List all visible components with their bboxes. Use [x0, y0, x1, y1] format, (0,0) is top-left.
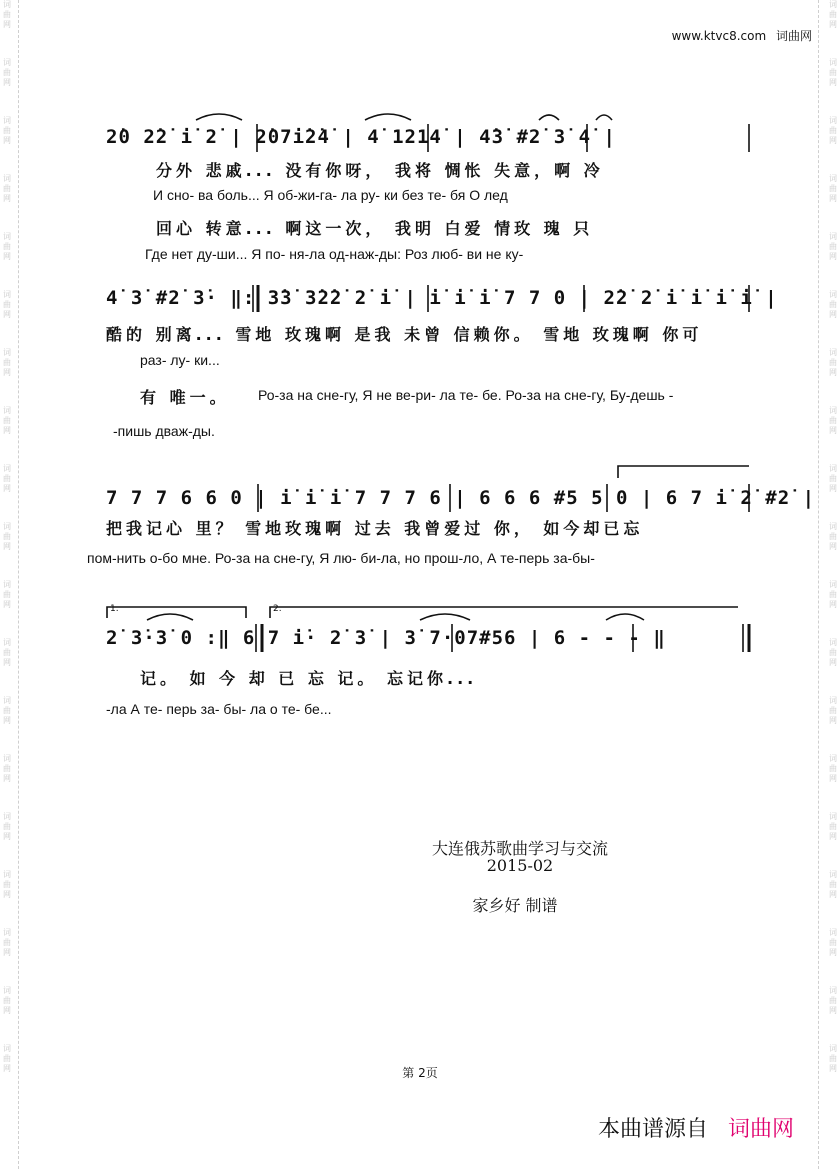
watermark-text: 词曲网 — [3, 1044, 11, 1073]
lyric-ru-3-system-2: -пишь дваж-ды. — [113, 423, 215, 439]
lyric-cn-2-system-2: 有 唯一。 — [140, 388, 230, 407]
source-label: 本曲谱源自 — [597, 1117, 708, 1142]
watermark-text: 词曲网 — [829, 580, 837, 609]
watermark-text: 词曲网 — [829, 928, 837, 957]
watermark-text: 词曲网 — [3, 58, 11, 87]
watermark-text: 词曲网 — [3, 638, 11, 667]
page-number: 第 2页 — [402, 1066, 438, 1080]
watermark-text: 词曲网 — [829, 522, 837, 551]
credit-arranger: 家乡好 制谱 — [472, 896, 558, 915]
watermark-text: 词曲网 — [829, 638, 837, 667]
watermark-text: 词曲网 — [829, 406, 837, 435]
watermark-text: 词曲网 — [829, 348, 837, 377]
watermark-text: 词曲网 — [3, 522, 11, 551]
lyric-cn-1-system-1: 分外 悲戚... 没有你呀， 我将 惆怅 失意，啊 冷 — [156, 161, 604, 180]
watermark-text: 词曲网 — [829, 464, 837, 493]
watermark-text: 词曲网 — [829, 986, 837, 1015]
notes-system-2: 4̇ 3̇ #2̇ 3̇· ‖: 3̇3̇ 3̇2̇2̇ 2̇ i̇ | i̇ i̇ i̇ 7 7 0 | 2̇2̇ 2̇ i̇ i̇ i̇ i̇ | — [106, 287, 778, 309]
notes-system-1: 2̇0 2̇2̇ i̇ 2̇ | 2̇07i̇2̇4̇ | 4̇ 1214̇ | 4̇3̇ #2̇ 3̇ 4̇ | — [106, 126, 616, 148]
volta-1-label: 1. — [110, 604, 119, 614]
site-url[interactable]: www.ktvc8.com — [671, 29, 767, 43]
watermark-text: 词曲网 — [829, 696, 837, 725]
watermark-text: 词曲网 — [3, 406, 11, 435]
watermark-text: 词曲网 — [829, 58, 837, 87]
lyric-ru-1-system-3: пом-нить о-бо мне. Ро-за на сне-гу, Я лю- би-ла, но прош-ло, А те-перь за-бы- — [87, 550, 595, 566]
watermark-text: 词曲网 — [3, 928, 11, 957]
watermark-text: 词曲网 — [3, 812, 11, 841]
notes-system-4: 2̇ 3̇·3̇ 0 :‖ 6 7 i̇· 2̇ 3̇ | 3̇ 7·07#56 | 6 - - - ‖ — [106, 627, 666, 649]
watermark-text: 词曲网 — [3, 348, 11, 377]
lyric-cn-2-system-1: 回心 转意... 啊这一次， 我明 白爱 情玫 瑰 只 — [156, 219, 594, 238]
watermark-text: 词曲网 — [3, 870, 11, 899]
credit-organization: 大连俄苏歌曲学习与交流 — [431, 839, 608, 858]
site-name: 词曲网 — [775, 29, 812, 43]
credit-date: 2015-02 — [486, 856, 554, 875]
watermark-text: 词曲网 — [829, 232, 837, 261]
watermark-text: 词曲网 — [3, 290, 11, 319]
lyric-ru-1-system-1: И сно- ва боль... Я об-жи-га- ла ру- ки без те- бя О лед — [153, 187, 508, 203]
lyric-cn-1-system-3: 把我记心 里？ 雪地玫瑰啊 过去 我曾爱过 你， 如今却已忘 — [106, 519, 644, 538]
watermark-text: 词曲网 — [829, 0, 837, 29]
watermark-text: 词曲网 — [829, 754, 837, 783]
lyric-cn-1-system-2: 酷的 别离... 雪地 玫瑰啊 是我 未曾 信赖你。 雪地 玫瑰啊 你可 — [106, 325, 703, 344]
watermark-text: 词曲网 — [3, 754, 11, 783]
watermark-text: 词曲网 — [829, 290, 837, 319]
watermark-text: 词曲网 — [3, 986, 11, 1015]
watermark-text: 词曲网 — [3, 232, 11, 261]
watermark-text: 词曲网 — [3, 0, 11, 29]
lyric-ru-1-system-2: раз- лу- ки... — [140, 352, 220, 368]
lyric-ru-1-system-4: -ла А те- перь за- бы- ла о те- бе... — [106, 701, 332, 717]
watermark-text: 词曲网 — [829, 812, 837, 841]
watermark-text: 词曲网 — [829, 174, 837, 203]
watermark-text: 词曲网 — [3, 464, 11, 493]
watermark-text: 词曲网 — [829, 870, 837, 899]
watermark-text: 词曲网 — [829, 1044, 837, 1073]
watermark-text: 词曲网 — [3, 174, 11, 203]
lyric-ru-2-system-2: Ро-за на сне-гу, Я не ве-ри- ла те- бе. Ро-за на сне-гу, Бу-дешь - — [258, 387, 674, 403]
brand-link[interactable]: 词曲网 — [727, 1117, 794, 1142]
lyric-cn-1-system-4: 记。 如 今 却 已 忘 记。 忘记你... — [140, 669, 478, 688]
source-footer[interactable] — [598, 1112, 794, 1143]
watermark-text: 词曲网 — [3, 116, 11, 145]
lyric-ru-2-system-1: Где нет ду-ши... Я по- ня-ла од-наж-ды: Роз люб- ви не ку- — [145, 246, 524, 262]
volta-2-label: 2. — [273, 604, 282, 614]
watermark-text: 词曲网 — [3, 696, 11, 725]
watermark-text: 词曲网 — [829, 116, 837, 145]
notes-system-3: 7 7 7 6 6 0 | i̇ i̇ i̇ 7 7 7 6 | 6 6 6 #5 5 0 | 6 7 i̇ 2̇ #2̇ | — [106, 487, 816, 509]
watermark-text: 词曲网 — [3, 580, 11, 609]
